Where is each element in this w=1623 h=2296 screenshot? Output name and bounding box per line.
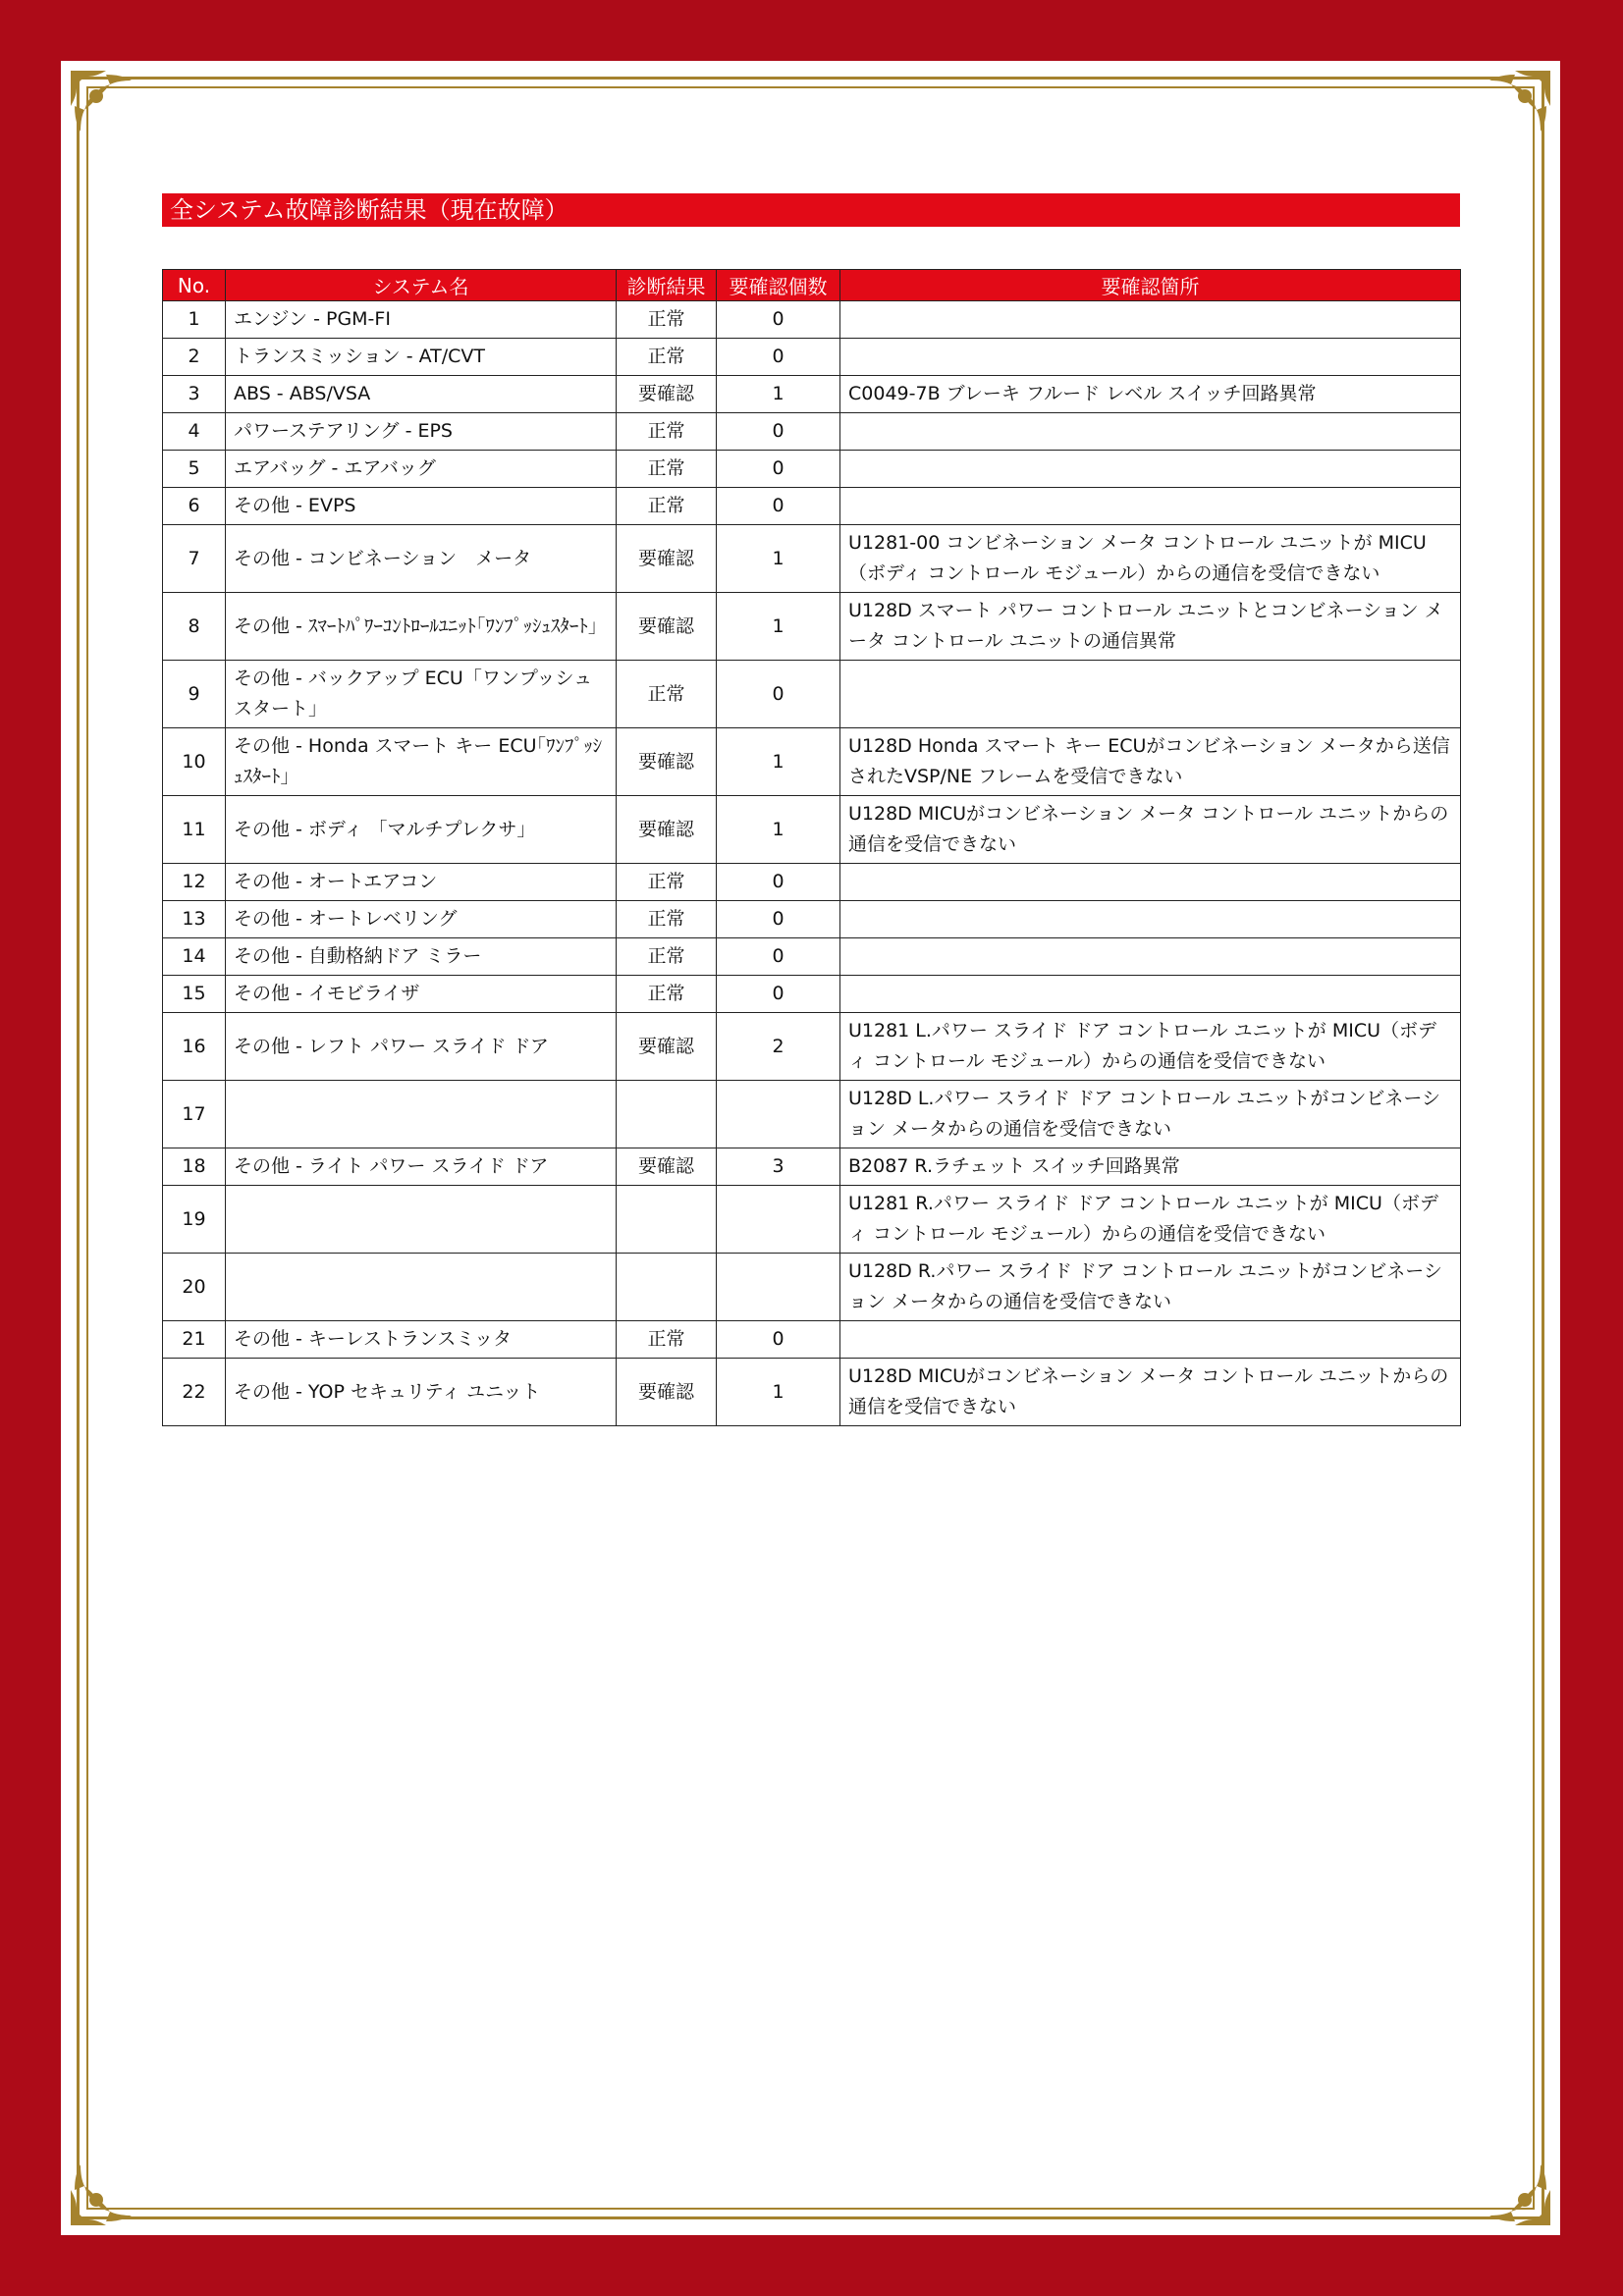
cell-no: 22 (163, 1359, 226, 1426)
cell-system: その他 - ボディ 「マルチプレクサ」 (226, 796, 617, 864)
cell-location: U128D MICUがコンビネーション メータ コントロール ユニットからの通信を受信できない (840, 796, 1461, 864)
column-header-location: 要確認箇所 (840, 270, 1461, 301)
cell-no: 20 (163, 1254, 226, 1321)
cell-system (226, 1254, 617, 1321)
table-row (163, 1186, 1461, 1254)
cell-no: 1 (163, 301, 226, 339)
cell-count: 2 (717, 1013, 840, 1081)
table-row (163, 1148, 1461, 1186)
table-row (163, 864, 1461, 901)
cell-system (226, 1081, 617, 1148)
cell-no: 7 (163, 525, 226, 593)
cell-location (840, 339, 1461, 376)
cell-location (840, 661, 1461, 728)
cell-system: その他 - バックアップ ECU「ワンプッシュスタート」 (226, 661, 617, 728)
column-header-system: システム名 (226, 270, 617, 301)
cell-no: 2 (163, 339, 226, 376)
table-row (163, 728, 1461, 796)
cell-result (617, 1186, 717, 1254)
cell-location (840, 301, 1461, 339)
cell-count: 1 (717, 796, 840, 864)
table-row (163, 901, 1461, 938)
cell-no: 14 (163, 938, 226, 976)
column-header-result: 診断結果 (617, 270, 717, 301)
cell-result: 正常 (617, 976, 717, 1013)
cell-count: 1 (717, 376, 840, 413)
cell-location: U128D Honda スマート キー ECUがコンビネーション メータから送信されたVSP/NE フレームを受信できない (840, 728, 1461, 796)
cell-no: 12 (163, 864, 226, 901)
cell-location: C0049-7B ブレーキ フルード レベル スイッチ回路異常 (840, 376, 1461, 413)
cell-result (617, 1254, 717, 1321)
table-row (163, 525, 1461, 593)
cell-no: 6 (163, 488, 226, 525)
cell-location: B2087 R.ラチェット スイッチ回路異常 (840, 1148, 1461, 1186)
cell-system: その他 - オートレベリング (226, 901, 617, 938)
cell-location: U1281 R.パワー スライド ドア コントロール ユニットが MICU（ボディ コントロール モジュール）からの通信を受信できない (840, 1186, 1461, 1254)
cell-result: 要確認 (617, 1359, 717, 1426)
section-title: 全システム故障診断結果（現在故障） (162, 193, 1460, 227)
table-row (163, 976, 1461, 1013)
cell-system (226, 1186, 617, 1254)
ornament-corner-icon (67, 67, 153, 153)
cell-result: 要確認 (617, 1013, 717, 1081)
cell-no: 18 (163, 1148, 226, 1186)
cell-result: 正常 (617, 1321, 717, 1359)
table-row (163, 1359, 1461, 1426)
table-row (163, 1081, 1461, 1148)
table-body (163, 301, 1461, 1426)
table-header-row (163, 270, 1461, 301)
cell-result: 正常 (617, 938, 717, 976)
cell-count (717, 1186, 840, 1254)
cell-no: 19 (163, 1186, 226, 1254)
cell-count: 0 (717, 901, 840, 938)
cell-count: 0 (717, 976, 840, 1013)
cell-location (840, 901, 1461, 938)
cell-result: 正常 (617, 488, 717, 525)
cell-system: その他 - ｽﾏｰﾄﾊﾟﾜｰｺﾝﾄﾛｰﾙﾕﾆｯﾄ｢ﾜﾝﾌﾟｯｼｭｽﾀｰﾄ｣ (226, 593, 617, 661)
ornament-corner-icon (1468, 2143, 1554, 2229)
cell-no: 16 (163, 1013, 226, 1081)
cell-result: 正常 (617, 661, 717, 728)
cell-location (840, 488, 1461, 525)
cell-result: 正常 (617, 413, 717, 451)
cell-result: 要確認 (617, 796, 717, 864)
cell-result: 正常 (617, 301, 717, 339)
table-row (163, 451, 1461, 488)
cell-no: 21 (163, 1321, 226, 1359)
cell-result: 要確認 (617, 376, 717, 413)
cell-system: その他 - キーレストランスミッタ (226, 1321, 617, 1359)
cell-system: トランスミッション - AT/CVT (226, 339, 617, 376)
cell-location: U128D L.パワー スライド ドア コントロール ユニットがコンビネーション メータからの通信を受信できない (840, 1081, 1461, 1148)
table-row (163, 1321, 1461, 1359)
cell-result: 要確認 (617, 1148, 717, 1186)
diagnosis-table (162, 269, 1461, 1426)
cell-location (840, 451, 1461, 488)
cell-system: その他 - ライト パワー スライド ドア (226, 1148, 617, 1186)
cell-result: 正常 (617, 864, 717, 901)
cell-system: パワーステアリング - EPS (226, 413, 617, 451)
table-row (163, 413, 1461, 451)
cell-count: 0 (717, 864, 840, 901)
cell-count: 0 (717, 661, 840, 728)
cell-result (617, 1081, 717, 1148)
cell-result: 正常 (617, 451, 717, 488)
cell-count (717, 1081, 840, 1148)
cell-system: ABS - ABS/VSA (226, 376, 617, 413)
cell-location: U1281-00 コンビネーション メータ コントロール ユニットが MICU（ボディ コントロール モジュール）からの通信を受信できない (840, 525, 1461, 593)
cell-count: 1 (717, 1359, 840, 1426)
cell-count: 0 (717, 413, 840, 451)
cell-count: 0 (717, 938, 840, 976)
ornament-corner-icon (1468, 67, 1554, 153)
cell-result: 要確認 (617, 728, 717, 796)
cell-count: 0 (717, 339, 840, 376)
table-row (163, 339, 1461, 376)
cell-no: 15 (163, 976, 226, 1013)
cell-no: 13 (163, 901, 226, 938)
cell-count: 3 (717, 1148, 840, 1186)
cell-result: 正常 (617, 901, 717, 938)
table-row (163, 301, 1461, 339)
cell-no: 8 (163, 593, 226, 661)
cell-result: 要確認 (617, 593, 717, 661)
cell-location (840, 938, 1461, 976)
cell-location: U128D MICUがコンビネーション メータ コントロール ユニットからの通信を受信できない (840, 1359, 1461, 1426)
cell-system: エアバッグ - エアバッグ (226, 451, 617, 488)
cell-location: U1281 L.パワー スライド ドア コントロール ユニットが MICU（ボディ コントロール モジュール）からの通信を受信できない (840, 1013, 1461, 1081)
cell-location (840, 413, 1461, 451)
cell-system: エンジン - PGM-FI (226, 301, 617, 339)
cell-count: 1 (717, 728, 840, 796)
cell-system: その他 - YOP セキュリティ ユニット (226, 1359, 617, 1426)
table-row (163, 376, 1461, 413)
cell-system: その他 - レフト パワー スライド ドア (226, 1013, 617, 1081)
column-header-count: 要確認個数 (717, 270, 840, 301)
cell-count: 0 (717, 301, 840, 339)
table-row (163, 796, 1461, 864)
cell-location (840, 1321, 1461, 1359)
table-row (163, 1254, 1461, 1321)
cell-result: 正常 (617, 339, 717, 376)
cell-no: 17 (163, 1081, 226, 1148)
cell-count: 1 (717, 525, 840, 593)
cell-no: 3 (163, 376, 226, 413)
cell-system: その他 - コンビネーション メータ (226, 525, 617, 593)
cell-no: 9 (163, 661, 226, 728)
cell-count: 0 (717, 1321, 840, 1359)
cell-system: その他 - EVPS (226, 488, 617, 525)
cell-result: 要確認 (617, 525, 717, 593)
table-row (163, 593, 1461, 661)
cell-no: 4 (163, 413, 226, 451)
cell-location: U128D R.パワー スライド ドア コントロール ユニットがコンビネーション メータからの通信を受信できない (840, 1254, 1461, 1321)
table-row (163, 938, 1461, 976)
cell-count (717, 1254, 840, 1321)
cell-no: 10 (163, 728, 226, 796)
cell-system: その他 - 自動格納ドア ミラー (226, 938, 617, 976)
cell-no: 5 (163, 451, 226, 488)
cell-location (840, 976, 1461, 1013)
cell-system: その他 - イモビライザ (226, 976, 617, 1013)
cell-location (840, 864, 1461, 901)
cell-count: 0 (717, 488, 840, 525)
table-row (163, 661, 1461, 728)
cell-count: 0 (717, 451, 840, 488)
cell-location: U128D スマート パワー コントロール ユニットとコンビネーション メータ コントロール ユニットの通信異常 (840, 593, 1461, 661)
cell-system: その他 - オートエアコン (226, 864, 617, 901)
cell-no: 11 (163, 796, 226, 864)
cell-system: その他 - Honda スマート キー ECU｢ﾜﾝﾌﾟｯｼｭｽﾀｰﾄ｣ (226, 728, 617, 796)
table-row (163, 488, 1461, 525)
cell-count: 1 (717, 593, 840, 661)
table-row (163, 1013, 1461, 1081)
report-page (61, 61, 1560, 2235)
ornament-corner-icon (67, 2143, 153, 2229)
column-header-no: No. (163, 270, 226, 301)
